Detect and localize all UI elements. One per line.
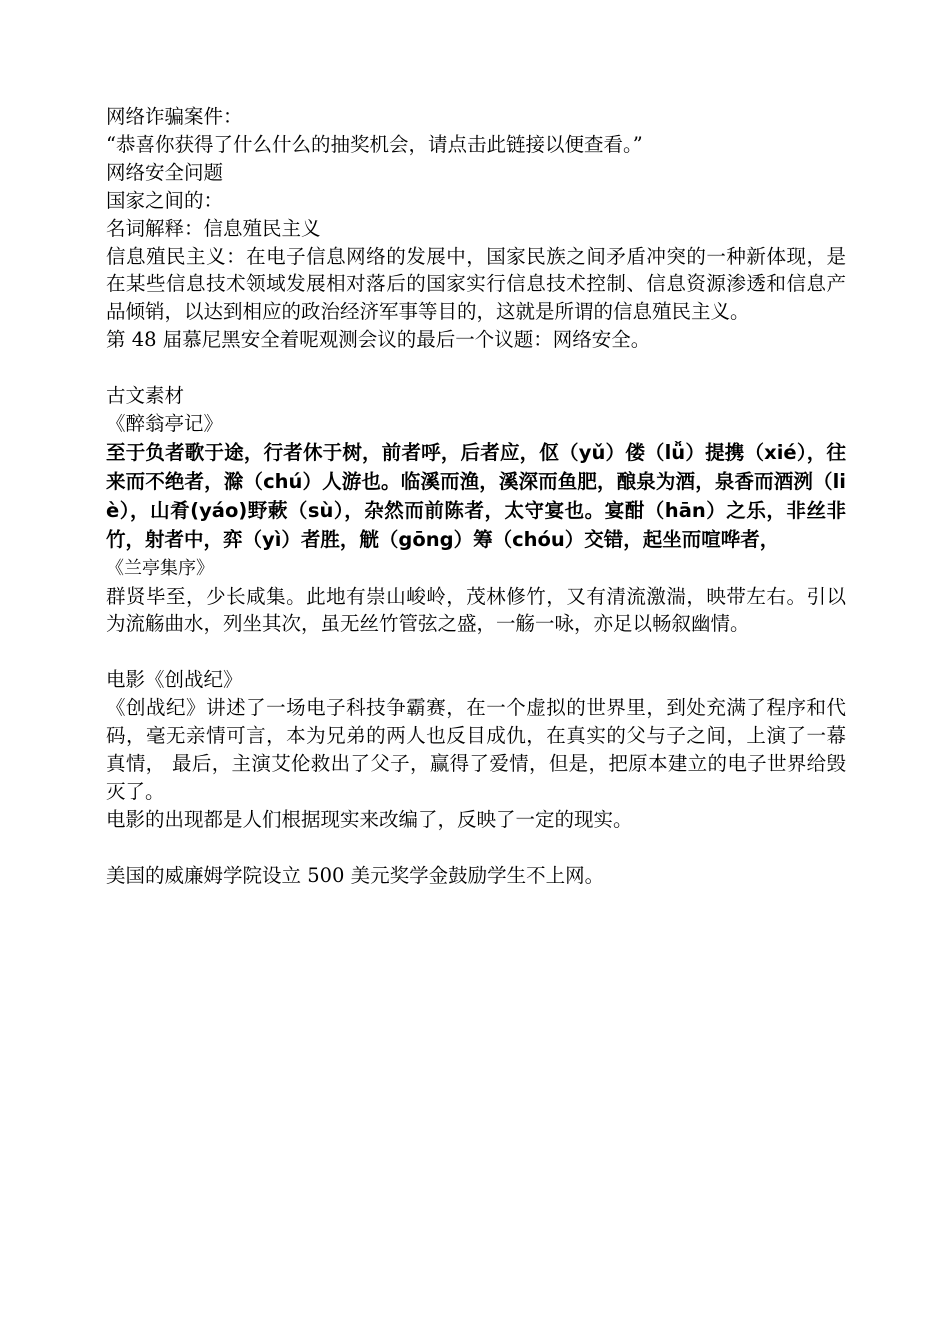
scholarship-note: 美国的威廉姆学院设立 500 美元奖学金鼓励学生不上网。 <box>106 863 605 887</box>
conference-note: 第 48 届慕尼黑安全着呢观测会议的最后一个议题：网络安全。 <box>106 328 651 352</box>
movie-summary: 《创战纪》讲述了一场电子科技争霸赛，在一个虚拟的世界里，到处充满了程序和代码，毫无亲情可言，本为兄弟的两人也反目成仇，在真实的父与子之间，上演了一幕真情， 最后，主演艾伦救出了父子，赢得了爱情，但是，把原本建立的电子世界给毁灭了。 <box>106 696 846 803</box>
blank-line <box>106 354 846 382</box>
security-topic: 网络安全问题 <box>106 160 224 184</box>
lanting-title: 《兰亭集序》 <box>106 557 214 579</box>
term-definition: 信息殖民主义：在电子信息网络的发展中，国家民族之间矛盾冲突的一种新体现，是在某些信息技术领域发展相对落后的国家实行信息技术控制、信息资源渗透和信息产品倾销，以达到相应的政治经济军事等目的，这就是所谓的信息殖民主义。 <box>106 244 846 324</box>
between-nations: 国家之间的： <box>106 188 224 212</box>
fraud-case-heading: 网络诈骗案件： <box>106 105 243 128</box>
term-heading: 名词解释：信息殖民主义 <box>106 216 321 240</box>
zuiweng-title: 《醉翁亭记》 <box>106 411 224 435</box>
zuiweng-passage: 至于负者歌于途，行者休于树，前者呼，后者应，伛（yǔ）偻（lǚ）提携（xié），往来而不绝者，滁（chú）人游也。临溪而渔，溪深而鱼肥，酿泉为酒，泉香而酒洌（liè），山肴(yáo)野蔌（sù），杂然而前陈者，太守宴也。宴酣（hān）之乐，非丝非竹，射者中，弈（yì）者胜，觥（gōng）筹（chóu）交错，起坐而喧哗者， <box>106 440 846 552</box>
movie-reflection: 电影的出现都是人们根据现实来改编了，反映了一定的现实。 <box>106 807 633 831</box>
classical-heading: 古文素材 <box>106 384 185 408</box>
document-page <box>106 103 846 890</box>
blank-line <box>106 638 846 666</box>
fraud-quote: “恭喜你获得了什么什么的抽奖机会，请点击此链接以便查看。” <box>106 132 643 156</box>
blank-line <box>106 834 846 862</box>
lanting-passage: 群贤毕至，少长咸集。此地有崇山峻岭，茂林修竹，又有清流激湍，映带左右。引以为流觞曲水，列坐其次，虽无丝竹管弦之盛，一觞一咏，亦足以畅叙幽情。 <box>106 584 846 636</box>
movie-heading: 电影《创战纪》 <box>106 668 243 692</box>
